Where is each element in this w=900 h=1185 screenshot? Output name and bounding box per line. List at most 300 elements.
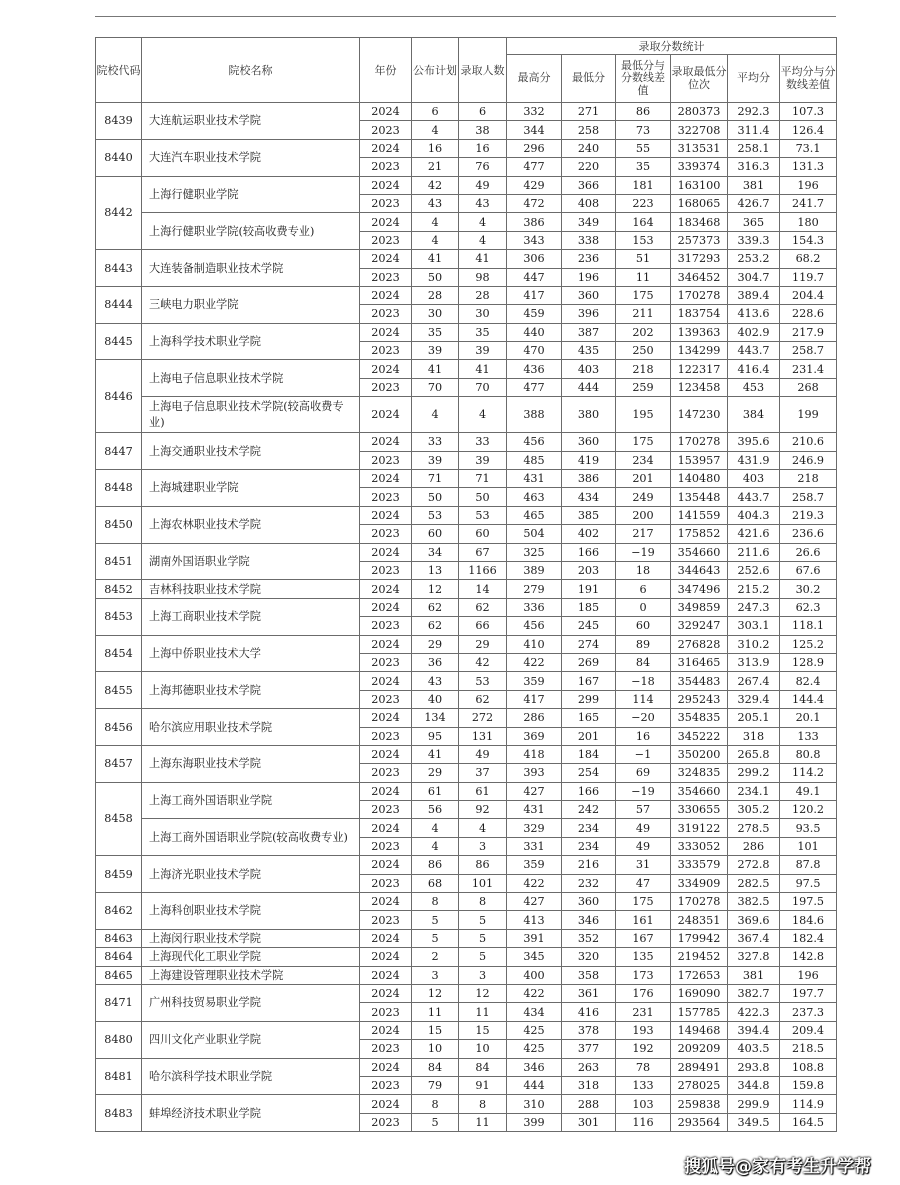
max-cell: 345 bbox=[507, 948, 562, 966]
admitted-cell: 66 bbox=[459, 617, 507, 635]
year-cell: 2023 bbox=[360, 194, 412, 212]
min-cell: 358 bbox=[562, 966, 616, 984]
year-cell: 2024 bbox=[360, 580, 412, 598]
max-cell: 329 bbox=[507, 819, 562, 837]
max-cell: 422 bbox=[507, 653, 562, 671]
avg-diff-cell: 231.4 bbox=[780, 360, 837, 378]
min-cell: 378 bbox=[562, 1021, 616, 1039]
table-row bbox=[96, 250, 837, 268]
min-cell: 403 bbox=[562, 360, 616, 378]
min-diff-cell: 0 bbox=[616, 598, 671, 616]
min-cell: 201 bbox=[562, 727, 616, 745]
min-diff-cell: 175 bbox=[616, 893, 671, 911]
school-name-cell: 上海农林职业技术学院 bbox=[142, 506, 360, 543]
min-cell: 216 bbox=[562, 856, 616, 874]
min-rank-cell: 333052 bbox=[671, 837, 728, 855]
avg-diff-cell: 184.6 bbox=[780, 911, 837, 929]
admitted-cell: 5 bbox=[459, 929, 507, 947]
max-cell: 344 bbox=[507, 121, 562, 139]
avg-cell: 395.6 bbox=[728, 433, 780, 451]
max-cell: 359 bbox=[507, 672, 562, 690]
min-rank-cell: 293564 bbox=[671, 1113, 728, 1131]
max-cell: 391 bbox=[507, 929, 562, 947]
year-cell: 2024 bbox=[360, 1021, 412, 1039]
table-row bbox=[96, 580, 837, 598]
min-diff-cell: 192 bbox=[616, 1040, 671, 1058]
min-diff-cell: 176 bbox=[616, 984, 671, 1002]
school-code-cell: 8442 bbox=[96, 176, 142, 250]
school-name-cell: 上海工商外国语职业学院(较高收费专业) bbox=[142, 819, 360, 856]
avg-cell: 394.4 bbox=[728, 1021, 780, 1039]
avg-diff-cell: 20.1 bbox=[780, 709, 837, 727]
max-cell: 286 bbox=[507, 709, 562, 727]
admitted-cell: 39 bbox=[459, 342, 507, 360]
plan-cell: 56 bbox=[412, 801, 459, 819]
min-diff-cell: 133 bbox=[616, 1076, 671, 1094]
plan-cell: 42 bbox=[412, 176, 459, 194]
max-cell: 444 bbox=[507, 1076, 562, 1094]
min-rank-cell: 135448 bbox=[671, 488, 728, 506]
school-name-cell: 吉林科技职业技术学院 bbox=[142, 580, 360, 598]
avg-cell: 403.5 bbox=[728, 1040, 780, 1058]
plan-cell: 41 bbox=[412, 745, 459, 763]
plan-cell: 8 bbox=[412, 1095, 459, 1113]
min-cell: 349 bbox=[562, 213, 616, 231]
plan-cell: 4 bbox=[412, 819, 459, 837]
plan-cell: 21 bbox=[412, 158, 459, 176]
max-cell: 436 bbox=[507, 360, 562, 378]
min-rank-cell: 276828 bbox=[671, 635, 728, 653]
plan-cell: 2 bbox=[412, 948, 459, 966]
avg-cell: 327.8 bbox=[728, 948, 780, 966]
max-cell: 369 bbox=[507, 727, 562, 745]
school-name-cell: 上海行健职业学院 bbox=[142, 176, 360, 213]
max-cell: 386 bbox=[507, 213, 562, 231]
admitted-cell: 43 bbox=[459, 194, 507, 212]
school-name-cell: 广州科技贸易职业学院 bbox=[142, 984, 360, 1021]
admitted-cell: 14 bbox=[459, 580, 507, 598]
max-cell: 447 bbox=[507, 268, 562, 286]
min-diff-cell: 47 bbox=[616, 874, 671, 892]
admitted-cell: 4 bbox=[459, 213, 507, 231]
min-cell: 338 bbox=[562, 231, 616, 249]
min-diff-cell: −1 bbox=[616, 745, 671, 763]
year-cell: 2024 bbox=[360, 139, 412, 157]
avg-diff-cell: 196 bbox=[780, 966, 837, 984]
min-rank-cell: 349859 bbox=[671, 598, 728, 616]
year-cell: 2023 bbox=[360, 488, 412, 506]
max-cell: 477 bbox=[507, 158, 562, 176]
plan-cell: 43 bbox=[412, 194, 459, 212]
year-cell: 2023 bbox=[360, 231, 412, 249]
avg-cell: 365 bbox=[728, 213, 780, 231]
year-cell: 2023 bbox=[360, 158, 412, 176]
avg-cell: 369.6 bbox=[728, 911, 780, 929]
year-cell: 2024 bbox=[360, 1095, 412, 1113]
header-avg: 平均分 bbox=[728, 55, 780, 103]
min-cell: 196 bbox=[562, 268, 616, 286]
min-diff-cell: 89 bbox=[616, 635, 671, 653]
table-row bbox=[96, 745, 837, 763]
avg-diff-cell: 209.4 bbox=[780, 1021, 837, 1039]
min-rank-cell: 169090 bbox=[671, 984, 728, 1002]
school-name-cell: 上海电子信息职业技术学院(较高收费专业) bbox=[142, 397, 360, 433]
min-rank-cell: 347496 bbox=[671, 580, 728, 598]
min-rank-cell: 354835 bbox=[671, 709, 728, 727]
year-cell: 2024 bbox=[360, 103, 412, 121]
header-score-group: 录取分数统计 bbox=[507, 38, 837, 55]
min-rank-cell: 313531 bbox=[671, 139, 728, 157]
min-cell: 416 bbox=[562, 1003, 616, 1021]
table-row bbox=[96, 966, 837, 984]
max-cell: 389 bbox=[507, 561, 562, 579]
school-code-cell: 8462 bbox=[96, 893, 142, 930]
admitted-cell: 3 bbox=[459, 966, 507, 984]
admitted-cell: 42 bbox=[459, 653, 507, 671]
avg-diff-cell: 26.6 bbox=[780, 543, 837, 561]
max-cell: 463 bbox=[507, 488, 562, 506]
min-rank-cell: 344643 bbox=[671, 561, 728, 579]
year-cell: 2024 bbox=[360, 984, 412, 1002]
admitted-cell: 62 bbox=[459, 690, 507, 708]
admitted-cell: 53 bbox=[459, 672, 507, 690]
min-diff-cell: 135 bbox=[616, 948, 671, 966]
table-row bbox=[96, 598, 837, 616]
min-cell: 242 bbox=[562, 801, 616, 819]
school-name-cell: 上海行健职业学院(较高收费专业) bbox=[142, 213, 360, 250]
min-diff-cell: 231 bbox=[616, 1003, 671, 1021]
year-cell: 2023 bbox=[360, 1040, 412, 1058]
avg-diff-cell: 107.3 bbox=[780, 103, 837, 121]
admitted-cell: 98 bbox=[459, 268, 507, 286]
year-cell: 2023 bbox=[360, 617, 412, 635]
max-cell: 418 bbox=[507, 745, 562, 763]
year-cell: 2024 bbox=[360, 745, 412, 763]
school-name-cell: 上海建设管理职业技术学院 bbox=[142, 966, 360, 984]
avg-diff-cell: 144.4 bbox=[780, 690, 837, 708]
year-cell: 2024 bbox=[360, 893, 412, 911]
min-cell: 234 bbox=[562, 837, 616, 855]
avg-cell: 403 bbox=[728, 470, 780, 488]
min-rank-cell: 317293 bbox=[671, 250, 728, 268]
table-row bbox=[96, 176, 837, 194]
avg-diff-cell: 82.4 bbox=[780, 672, 837, 690]
year-cell: 2023 bbox=[360, 1113, 412, 1131]
table-row bbox=[96, 323, 837, 341]
school-name-cell: 哈尔滨科学技术职业学院 bbox=[142, 1058, 360, 1095]
min-rank-cell: 354660 bbox=[671, 782, 728, 800]
plan-cell: 6 bbox=[412, 103, 459, 121]
table-row bbox=[96, 470, 837, 488]
plan-cell: 8 bbox=[412, 893, 459, 911]
year-cell: 2024 bbox=[360, 176, 412, 194]
min-rank-cell: 175852 bbox=[671, 525, 728, 543]
min-rank-cell: 183468 bbox=[671, 213, 728, 231]
year-cell: 2024 bbox=[360, 635, 412, 653]
year-cell: 2024 bbox=[360, 856, 412, 874]
min-diff-cell: 200 bbox=[616, 506, 671, 524]
min-cell: 232 bbox=[562, 874, 616, 892]
school-code-cell: 8439 bbox=[96, 103, 142, 140]
year-cell: 2024 bbox=[360, 506, 412, 524]
min-diff-cell: −19 bbox=[616, 782, 671, 800]
avg-diff-cell: 120.2 bbox=[780, 801, 837, 819]
min-diff-cell: 49 bbox=[616, 837, 671, 855]
min-rank-cell: 289491 bbox=[671, 1058, 728, 1076]
admitted-cell: 37 bbox=[459, 764, 507, 782]
admitted-cell: 84 bbox=[459, 1058, 507, 1076]
table-row bbox=[96, 893, 837, 911]
avg-diff-cell: 241.7 bbox=[780, 194, 837, 212]
admitted-cell: 50 bbox=[459, 488, 507, 506]
min-diff-cell: 69 bbox=[616, 764, 671, 782]
min-diff-cell: 18 bbox=[616, 561, 671, 579]
max-cell: 410 bbox=[507, 635, 562, 653]
max-cell: 425 bbox=[507, 1021, 562, 1039]
avg-diff-cell: 268 bbox=[780, 378, 837, 396]
min-rank-cell: 122317 bbox=[671, 360, 728, 378]
admitted-cell: 35 bbox=[459, 323, 507, 341]
avg-cell: 292.3 bbox=[728, 103, 780, 121]
max-cell: 440 bbox=[507, 323, 562, 341]
table-row bbox=[96, 856, 837, 874]
plan-cell: 43 bbox=[412, 672, 459, 690]
max-cell: 427 bbox=[507, 893, 562, 911]
min-cell: 184 bbox=[562, 745, 616, 763]
admitted-cell: 28 bbox=[459, 286, 507, 304]
plan-cell: 5 bbox=[412, 1113, 459, 1131]
avg-cell: 282.5 bbox=[728, 874, 780, 892]
school-code-cell: 8453 bbox=[96, 598, 142, 635]
min-diff-cell: 259 bbox=[616, 378, 671, 396]
plan-cell: 62 bbox=[412, 617, 459, 635]
table-row bbox=[96, 1058, 837, 1076]
min-rank-cell: 319122 bbox=[671, 819, 728, 837]
year-cell: 2023 bbox=[360, 764, 412, 782]
admitted-cell: 11 bbox=[459, 1113, 507, 1131]
school-name-cell: 上海科学技术职业学院 bbox=[142, 323, 360, 360]
avg-cell: 310.2 bbox=[728, 635, 780, 653]
min-cell: 320 bbox=[562, 948, 616, 966]
min-cell: 360 bbox=[562, 893, 616, 911]
min-cell: 434 bbox=[562, 488, 616, 506]
year-cell: 2023 bbox=[360, 378, 412, 396]
max-cell: 296 bbox=[507, 139, 562, 157]
plan-cell: 50 bbox=[412, 488, 459, 506]
school-name-cell: 上海交通职业技术学院 bbox=[142, 433, 360, 470]
admitted-cell: 4 bbox=[459, 397, 507, 433]
school-code-cell: 8455 bbox=[96, 672, 142, 709]
plan-cell: 5 bbox=[412, 911, 459, 929]
avg-cell: 402.9 bbox=[728, 323, 780, 341]
year-cell: 2023 bbox=[360, 727, 412, 745]
plan-cell: 41 bbox=[412, 250, 459, 268]
school-name-cell: 上海邦德职业技术学院 bbox=[142, 672, 360, 709]
top-rule bbox=[95, 16, 836, 17]
plan-cell: 3 bbox=[412, 966, 459, 984]
table-row bbox=[96, 506, 837, 524]
max-cell: 332 bbox=[507, 103, 562, 121]
min-rank-cell: 278025 bbox=[671, 1076, 728, 1094]
admitted-cell: 70 bbox=[459, 378, 507, 396]
table-row bbox=[96, 360, 837, 378]
min-cell: 254 bbox=[562, 764, 616, 782]
admitted-cell: 1166 bbox=[459, 561, 507, 579]
max-cell: 310 bbox=[507, 1095, 562, 1113]
school-name-cell: 上海东海职业技术学院 bbox=[142, 745, 360, 782]
min-rank-cell: 147230 bbox=[671, 397, 728, 433]
header-name: 院校名称 bbox=[142, 38, 360, 103]
avg-diff-cell: 114.2 bbox=[780, 764, 837, 782]
max-cell: 470 bbox=[507, 342, 562, 360]
plan-cell: 60 bbox=[412, 525, 459, 543]
min-cell: 408 bbox=[562, 194, 616, 212]
avg-cell: 384 bbox=[728, 397, 780, 433]
max-cell: 393 bbox=[507, 764, 562, 782]
year-cell: 2024 bbox=[360, 966, 412, 984]
avg-diff-cell: 68.2 bbox=[780, 250, 837, 268]
plan-cell: 15 bbox=[412, 1021, 459, 1039]
school-code-cell: 8445 bbox=[96, 323, 142, 360]
year-cell: 2024 bbox=[360, 397, 412, 433]
min-rank-cell: 140480 bbox=[671, 470, 728, 488]
plan-cell: 40 bbox=[412, 690, 459, 708]
avg-cell: 267.4 bbox=[728, 672, 780, 690]
max-cell: 465 bbox=[507, 506, 562, 524]
school-name-cell: 哈尔滨应用职业技术学院 bbox=[142, 709, 360, 746]
admitted-cell: 33 bbox=[459, 433, 507, 451]
avg-cell: 265.8 bbox=[728, 745, 780, 763]
table-row bbox=[96, 929, 837, 947]
table-row bbox=[96, 709, 837, 727]
year-cell: 2023 bbox=[360, 268, 412, 286]
plan-cell: 95 bbox=[412, 727, 459, 745]
max-cell: 417 bbox=[507, 690, 562, 708]
plan-cell: 70 bbox=[412, 378, 459, 396]
admitted-cell: 4 bbox=[459, 231, 507, 249]
avg-diff-cell: 199 bbox=[780, 397, 837, 433]
min-rank-cell: 139363 bbox=[671, 323, 728, 341]
admitted-cell: 67 bbox=[459, 543, 507, 561]
table-row bbox=[96, 635, 837, 653]
min-diff-cell: 164 bbox=[616, 213, 671, 231]
min-diff-cell: 35 bbox=[616, 158, 671, 176]
plan-cell: 39 bbox=[412, 342, 459, 360]
avg-diff-cell: 246.9 bbox=[780, 451, 837, 469]
plan-cell: 62 bbox=[412, 598, 459, 616]
school-name-cell: 上海科创职业技术学院 bbox=[142, 893, 360, 930]
avg-diff-cell: 119.7 bbox=[780, 268, 837, 286]
min-diff-cell: 31 bbox=[616, 856, 671, 874]
min-diff-cell: 217 bbox=[616, 525, 671, 543]
avg-diff-cell: 131.3 bbox=[780, 158, 837, 176]
year-cell: 2023 bbox=[360, 305, 412, 323]
min-cell: 361 bbox=[562, 984, 616, 1002]
avg-diff-cell: 125.2 bbox=[780, 635, 837, 653]
school-name-cell: 上海工商外国语职业学院 bbox=[142, 782, 360, 819]
max-cell: 336 bbox=[507, 598, 562, 616]
header-min-diff: 最低分与分数线差值 bbox=[616, 55, 671, 103]
avg-diff-cell: 258.7 bbox=[780, 488, 837, 506]
min-diff-cell: 211 bbox=[616, 305, 671, 323]
min-diff-cell: 181 bbox=[616, 176, 671, 194]
min-diff-cell: 86 bbox=[616, 103, 671, 121]
min-cell: 402 bbox=[562, 525, 616, 543]
avg-cell: 313.9 bbox=[728, 653, 780, 671]
min-diff-cell: 84 bbox=[616, 653, 671, 671]
school-code-cell: 8480 bbox=[96, 1021, 142, 1058]
min-diff-cell: 73 bbox=[616, 121, 671, 139]
avg-cell: 252.6 bbox=[728, 561, 780, 579]
year-cell: 2023 bbox=[360, 1076, 412, 1094]
year-cell: 2024 bbox=[360, 819, 412, 837]
plan-cell: 53 bbox=[412, 506, 459, 524]
plan-cell: 12 bbox=[412, 984, 459, 1002]
table-row bbox=[96, 1021, 837, 1039]
avg-cell: 416.4 bbox=[728, 360, 780, 378]
year-cell: 2023 bbox=[360, 690, 412, 708]
year-cell: 2023 bbox=[360, 342, 412, 360]
min-cell: 360 bbox=[562, 286, 616, 304]
school-code-cell: 8483 bbox=[96, 1095, 142, 1132]
avg-cell: 234.1 bbox=[728, 782, 780, 800]
year-cell: 2023 bbox=[360, 874, 412, 892]
min-cell: 240 bbox=[562, 139, 616, 157]
min-rank-cell: 334909 bbox=[671, 874, 728, 892]
year-cell: 2023 bbox=[360, 561, 412, 579]
min-cell: 444 bbox=[562, 378, 616, 396]
admitted-cell: 12 bbox=[459, 984, 507, 1002]
min-rank-cell: 170278 bbox=[671, 893, 728, 911]
min-diff-cell: 49 bbox=[616, 819, 671, 837]
year-cell: 2023 bbox=[360, 653, 412, 671]
plan-cell: 12 bbox=[412, 580, 459, 598]
max-cell: 388 bbox=[507, 397, 562, 433]
year-cell: 2024 bbox=[360, 250, 412, 268]
avg-diff-cell: 62.3 bbox=[780, 598, 837, 616]
max-cell: 325 bbox=[507, 543, 562, 561]
avg-cell: 272.8 bbox=[728, 856, 780, 874]
min-diff-cell: 234 bbox=[616, 451, 671, 469]
school-code-cell: 8440 bbox=[96, 139, 142, 176]
avg-diff-cell: 197.7 bbox=[780, 984, 837, 1002]
min-rank-cell: 209209 bbox=[671, 1040, 728, 1058]
year-cell: 2023 bbox=[360, 801, 412, 819]
min-diff-cell: 57 bbox=[616, 801, 671, 819]
avg-diff-cell: 228.6 bbox=[780, 305, 837, 323]
avg-diff-cell: 164.5 bbox=[780, 1113, 837, 1131]
school-code-cell: 8443 bbox=[96, 250, 142, 287]
max-cell: 431 bbox=[507, 801, 562, 819]
plan-cell: 29 bbox=[412, 764, 459, 782]
year-cell: 2024 bbox=[360, 709, 412, 727]
school-code-cell: 8448 bbox=[96, 470, 142, 507]
school-code-cell: 8459 bbox=[96, 856, 142, 893]
min-rank-cell: 172653 bbox=[671, 966, 728, 984]
min-diff-cell: 16 bbox=[616, 727, 671, 745]
year-cell: 2024 bbox=[360, 543, 412, 561]
table-row bbox=[96, 139, 837, 157]
min-rank-cell: 170278 bbox=[671, 433, 728, 451]
admitted-cell: 91 bbox=[459, 1076, 507, 1094]
max-cell: 417 bbox=[507, 286, 562, 304]
max-cell: 477 bbox=[507, 378, 562, 396]
min-rank-cell: 324835 bbox=[671, 764, 728, 782]
avg-diff-cell: 196 bbox=[780, 176, 837, 194]
table-row bbox=[96, 433, 837, 451]
min-cell: 288 bbox=[562, 1095, 616, 1113]
max-cell: 343 bbox=[507, 231, 562, 249]
